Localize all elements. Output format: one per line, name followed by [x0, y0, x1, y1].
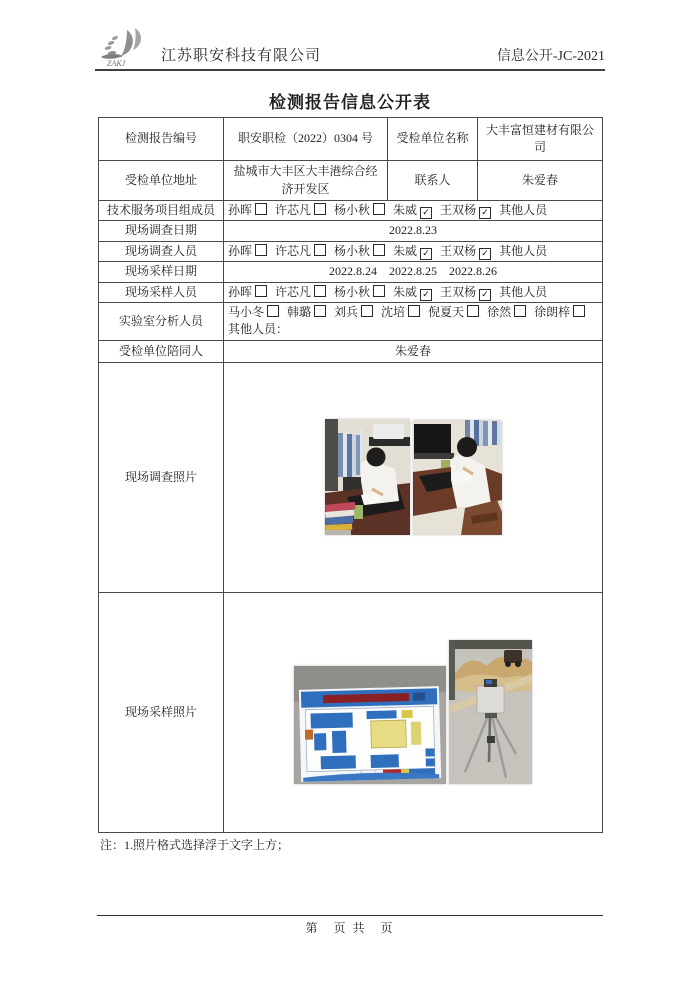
- contact-value[interactable]: 朱爱春: [478, 161, 603, 201]
- table-row-sampling-photos: [99, 592, 603, 832]
- survey-photo-office-2[interactable]: [413, 420, 502, 535]
- person-name: 许芯凡: [275, 284, 312, 299]
- person-option: [428, 305, 479, 319]
- person-name: 杨小秋: [334, 203, 371, 217]
- person-name: 孙晖: [228, 284, 253, 299]
- lab-analysts-label: 实验室分析人员: [99, 302, 224, 340]
- svg-text:ZAKJ: ZAKJ: [107, 59, 126, 68]
- report-no-value[interactable]: 职安职检（2022）0304 号: [224, 118, 388, 161]
- person-name: 王双杨: [440, 243, 477, 258]
- lab-other-label[interactable]: 其他人员：: [228, 322, 289, 337]
- person-option: [381, 305, 420, 319]
- person-name: 徐朗梓: [534, 305, 571, 320]
- person-option: [334, 244, 385, 258]
- checkbox-unchecked-icon[interactable]: [255, 285, 267, 297]
- person-name: 朱威: [393, 203, 418, 217]
- person-name: 朱威: [393, 243, 418, 258]
- person-option: [440, 244, 491, 258]
- person-option: [440, 203, 491, 217]
- person-name: 韩璐: [287, 305, 312, 320]
- checkbox-unchecked-icon[interactable]: [514, 305, 526, 317]
- person-name: 孙晖: [228, 203, 253, 217]
- person-option: [534, 305, 585, 319]
- table-row: [99, 201, 603, 221]
- person-option: [287, 305, 326, 319]
- footer-divider: [97, 915, 603, 916]
- person-name: 其他人员: [499, 243, 548, 258]
- checkbox-checked-icon[interactable]: ✓: [420, 248, 432, 260]
- sampling-date-value[interactable]: 2022.8.24 2022.8.25 2022.8.26: [224, 262, 603, 282]
- sampling-photos-label: 现场采样照片: [99, 592, 224, 832]
- person-name: 许芯凡: [275, 243, 312, 258]
- footnote: 注：1.照片格式选择浮于文字上方；: [100, 838, 290, 852]
- project-team-label: 技术服务项目组成员: [99, 201, 224, 221]
- person-name: 王双杨: [440, 203, 477, 217]
- person-option: [334, 203, 385, 217]
- person-option: [393, 285, 432, 299]
- page-number: 第 页 共 页: [305, 921, 395, 935]
- table-row: [99, 118, 603, 161]
- person-name: 王双杨: [440, 284, 477, 299]
- survey-photos-group: [228, 419, 598, 535]
- person-option: [499, 203, 547, 217]
- survey-date-value[interactable]: 2022.8.23: [224, 221, 603, 241]
- checkbox-unchecked-icon[interactable]: [255, 244, 267, 256]
- person-name: 其他人员: [499, 203, 548, 217]
- person-name: 刘兵: [334, 305, 359, 320]
- person-name: 马小冬: [228, 305, 265, 320]
- disclosure-table: [98, 117, 603, 833]
- person-name: 徐然: [487, 305, 512, 320]
- person-name: 朱威: [393, 284, 418, 299]
- company-name: 江苏职安科技有限公司: [161, 48, 322, 64]
- person-option: [487, 305, 526, 319]
- table-row: [99, 282, 603, 302]
- survey-date-label: 现场调查日期: [99, 221, 224, 241]
- checkbox-checked-icon[interactable]: ✓: [479, 248, 491, 260]
- person-name: 沈培: [381, 305, 406, 320]
- survey-photos-label: 现场调查照片: [99, 362, 224, 592]
- header-divider: [95, 69, 605, 71]
- person-option: [275, 203, 326, 217]
- person-option: [334, 305, 373, 319]
- checkbox-unchecked-icon[interactable]: [361, 305, 373, 317]
- doc-code: 信息公开-JC-2021: [496, 49, 605, 64]
- table-row-survey-photos: [99, 362, 603, 592]
- page-header: [95, 26, 605, 68]
- person-option: [393, 244, 432, 258]
- person-name: 杨小秋: [334, 243, 371, 258]
- sampling-date-label: 现场采样日期: [99, 262, 224, 282]
- table-row: [99, 221, 603, 241]
- checkbox-unchecked-icon[interactable]: [373, 203, 385, 215]
- person-option: [275, 244, 326, 258]
- escort-label: 受检单位陪同人: [99, 340, 224, 362]
- person-option: [275, 285, 326, 299]
- table-row: [99, 262, 603, 282]
- project-team-checkboxes: [224, 201, 603, 221]
- client-name-label: 受检单位名称: [388, 118, 478, 161]
- checkbox-unchecked-icon[interactable]: [408, 305, 420, 317]
- survey-photos-cell: [224, 362, 603, 592]
- checkbox-unchecked-icon[interactable]: [314, 305, 326, 317]
- person-option: [499, 244, 547, 258]
- lab-analysts-checkboxes: [228, 304, 598, 321]
- checkbox-unchecked-icon[interactable]: [573, 305, 585, 317]
- table-row: [99, 302, 603, 340]
- person-option: [499, 285, 547, 299]
- checkbox-checked-icon[interactable]: ✓: [479, 289, 491, 301]
- checkbox-unchecked-icon[interactable]: [467, 305, 479, 317]
- report-no-label: 检测报告编号: [99, 118, 224, 161]
- sampling-photos-cell: [224, 592, 603, 832]
- checkbox-unchecked-icon[interactable]: [314, 285, 326, 297]
- sampling-staff-label: 现场采样人员: [99, 282, 224, 302]
- table-row: [99, 241, 603, 261]
- checkbox-checked-icon[interactable]: ✓: [420, 289, 432, 301]
- person-option: [228, 285, 267, 299]
- escort-value[interactable]: 朱爱春: [224, 340, 603, 362]
- checkbox-unchecked-icon[interactable]: [267, 305, 279, 317]
- person-option: [393, 203, 432, 217]
- person-option: [228, 203, 267, 217]
- survey-photo-office-1[interactable]: [325, 419, 410, 535]
- person-name: 孙晖: [228, 243, 253, 258]
- binder-shelf: [338, 429, 363, 477]
- checkbox-unchecked-icon[interactable]: [314, 203, 326, 215]
- client-address-value[interactable]: 盐城市大丰区大丰港综合经济开发区: [224, 161, 388, 201]
- person-name: 倪夏天: [428, 305, 465, 320]
- checkbox-unchecked-icon[interactable]: [255, 203, 267, 215]
- person-option: [440, 285, 491, 299]
- checkbox-checked-icon[interactable]: ✓: [420, 207, 432, 219]
- survey-staff-label: 现场调查人员: [99, 241, 224, 261]
- sampling-photos-group: [228, 640, 598, 784]
- table-row: [99, 340, 603, 362]
- lab-analysts-cell: [224, 302, 603, 340]
- person-option: [334, 285, 385, 299]
- person-option: [228, 305, 279, 319]
- company-logo-icon: [97, 26, 157, 68]
- page-title: 检测报告信息公开表: [269, 93, 431, 112]
- checkbox-unchecked-icon[interactable]: [373, 244, 385, 256]
- client-name-value[interactable]: 大丰富恒建材有限公司: [478, 118, 603, 161]
- contact-label: 联系人: [388, 161, 478, 201]
- sampling-photo-tripod[interactable]: [449, 640, 532, 784]
- person-name: 杨小秋: [334, 284, 371, 299]
- checkbox-unchecked-icon[interactable]: [314, 244, 326, 256]
- sampling-photo-site-plan[interactable]: [294, 666, 446, 784]
- sampling-staff-checkboxes: [224, 282, 603, 302]
- book-stack: [325, 502, 356, 535]
- person-option: [228, 244, 267, 258]
- table-row: [99, 161, 603, 201]
- checkbox-unchecked-icon[interactable]: [373, 285, 385, 297]
- survey-staff-checkboxes: [224, 241, 603, 261]
- person-name: 其他人员: [499, 284, 548, 299]
- person-name: 许芯凡: [275, 203, 312, 217]
- client-address-label: 受检单位地址: [99, 161, 224, 201]
- checkbox-checked-icon[interactable]: ✓: [479, 207, 491, 219]
